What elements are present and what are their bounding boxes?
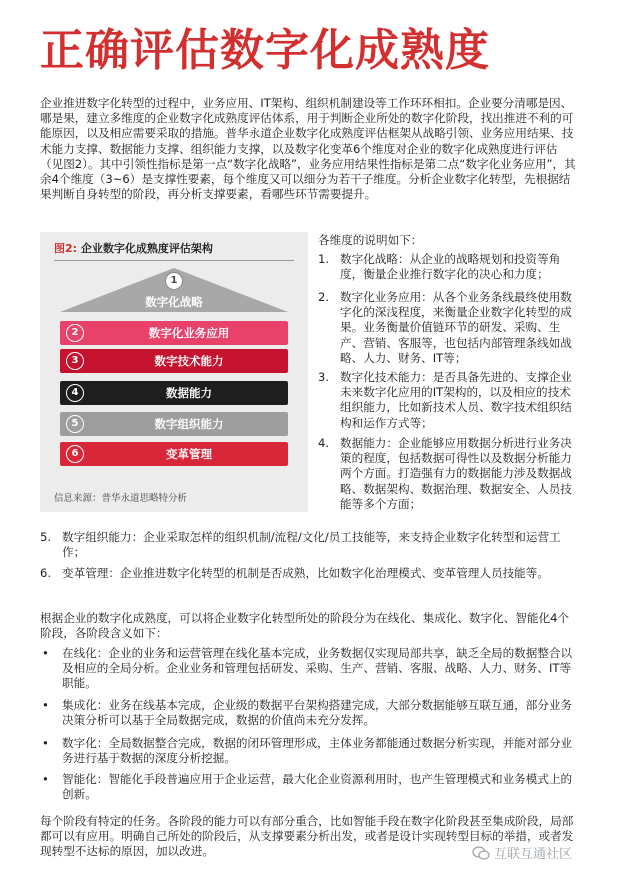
bar-label: 数字化业务应用 xyxy=(148,326,230,340)
dimension-text: 数字化业务应用：从各个业务条线最终使用数字化的深浅程度，来衡量企业数字化转型的成果。业务衡量价值链环节的研发、采购、生产、营销、客服等，也包括内部管理条线如战略、人力、财务、IT等； xyxy=(340,290,572,365)
bar-digital-org xyxy=(60,412,288,436)
closing-paragraph: 每个阶段有特定的任务。各阶段的能力可以有部分重合，比如智能手段在数字化阶段甚至集成阶段，局部都可以有应用。明确自己所处的阶段后，从支撑要素分析出发，或者是设计实现转型目标的举措，或者发现转型不达标的原因，加以改进。 xyxy=(40,814,574,859)
bar-label: 数字组织能力 xyxy=(154,417,224,431)
bullet: • xyxy=(42,698,49,712)
bar-label: 数据能力 xyxy=(166,386,212,400)
dimension-number: 6. xyxy=(40,566,52,580)
apex-number-badge: 1 xyxy=(165,272,183,290)
dimension-text: 数据能力：企业能够应用数据分析进行业务决策的程度，包括数据可得性以及数据分析能力两个方面。打造强有力的数据能力涉及数据战略、数据架构、数据治理、数据安全、人员技能等多个方面； xyxy=(340,436,572,511)
dimension-item xyxy=(318,370,580,431)
bullet: • xyxy=(42,772,49,786)
figure-caption: 企业数字化成熟度评估架构 xyxy=(80,242,213,255)
stage-item xyxy=(40,698,580,728)
bar-number-badge: 6 xyxy=(66,445,84,463)
figure-label: 图2: xyxy=(54,242,78,255)
bar-label: 变革管理 xyxy=(166,447,212,461)
page-title: 正确评估数字化成熟度 xyxy=(40,25,490,76)
watermark-text: 互联互通社区 xyxy=(494,847,573,862)
dimensions-heading: 各维度的说明如下： xyxy=(318,233,423,247)
dimension-text: 数字化战略：从企业的战略规划和投资等角度，衡量企业推行数字化的决心和力度； xyxy=(340,252,561,282)
stage-text: 智能化：智能化手段普遍应用于企业运营，最大化企业资源利用时，也产生管理模式和业务模式上的创新。 xyxy=(62,772,573,802)
bar-digital-business xyxy=(60,321,288,345)
figure-source: 信息来源：普华永道思略特分析 xyxy=(54,493,188,504)
dimension-item xyxy=(40,530,580,560)
bar-number-badge: 4 xyxy=(66,384,84,402)
dimension-number: 5. xyxy=(40,530,52,544)
dimension-text: 数字组织能力：企业采取怎样的组织机制/流程/文化/员工技能等，来支持企业数字化转型和运营工作； xyxy=(62,530,561,560)
dimension-number: 3. xyxy=(318,370,330,384)
apex-label: 数字化战略 xyxy=(145,295,203,309)
dimension-item xyxy=(318,436,580,512)
stages-intro: 根据企业的数字化成熟度，可以将企业数字化转型所处的阶段分为在线化、集成化、数字化、智能化4个阶段，各阶段含义如下： xyxy=(40,611,570,641)
dimension-text: 变革管理：企业推进数字化转型的机制是否成熟，比如数字化治理模式、变革管理人员技能等。 xyxy=(62,566,549,580)
stage-text: 在线化：企业的业务和运营管理在线化基本完成，业务数据仅实现局部共享，缺乏全局的数据整合以及相应的全局分析。企业业务和管理包括研发、采购、生产、营销、客服、战略、人力、财务、IT等职能。 xyxy=(62,646,573,691)
intro-paragraph: 企业推进数字化转型的过程中，业务应用、IT架构、组织机制建设等工作环环相扣。企业要分清哪是因、哪是果，建立多维度的企业数字化成熟度评估体系，用于判断企业所处的数字化阶段，找出推进不利的可能原因，以及相应需要采取的措施。普华永道企业数字化成熟度评估框架从战略引领、业务应用结果、技术能力支撑、数据能力支撑、组织能力支撑，以及数字化变革6个维度对企业的数字化成熟度进行评估（见图2）。其中引领性指标是第一点“数字化战略”，业务应用结果性指标是第二点“数字化业务应用”，其余4个维度（3~6）是支撑性要素，每个维度又可以细分为若干子维度。分析企业数字化转型，先根据结果判断自身转型的阶段，再分析支撑要素，看哪些环节需要提升。 xyxy=(40,96,576,202)
stage-item xyxy=(40,772,580,802)
bullet: • xyxy=(42,646,49,660)
bar-change-management xyxy=(60,442,288,466)
dimension-item xyxy=(318,290,580,366)
dimension-item xyxy=(40,566,580,581)
bar-number-badge: 3 xyxy=(66,352,84,370)
dimension-item xyxy=(318,252,580,282)
figure-maturity-framework xyxy=(40,232,308,512)
dimension-number: 1. xyxy=(318,252,330,266)
bar-data-capability xyxy=(60,381,288,405)
stage-item xyxy=(40,646,580,692)
bar-label: 数字技术能力 xyxy=(154,354,224,368)
watermark xyxy=(472,843,572,862)
bar-number-badge: 2 xyxy=(66,324,84,342)
stage-text: 数字化：全局数据整合完成，数据的闭环管理形成，主体业务都能通过数据分析实现，并能对部分业务进行基于数据的深度分析挖掘。 xyxy=(62,736,573,766)
bullet: • xyxy=(42,736,49,750)
bar-number-badge: 5 xyxy=(66,415,84,433)
dimension-number: 4. xyxy=(318,436,330,450)
stage-item xyxy=(40,736,580,766)
stage-text: 集成化：业务在线基本完成，企业级的数据平台架构搭建完成，大部分数据能够互联互通，部分业务决策分析可以基于全局数据完成，数据的价值尚未充分发挥。 xyxy=(62,698,573,728)
bar-digital-tech xyxy=(60,349,288,373)
wechat-icon xyxy=(472,846,490,860)
dimension-number: 2. xyxy=(318,290,330,304)
dimension-text: 数字化技术能力：是否具备先进的、支撑企业未来数字化应用的IT架构的，以及相应的技术组织能力，比如新技术人员、数字技术组织结构和运作方式等； xyxy=(340,370,572,430)
